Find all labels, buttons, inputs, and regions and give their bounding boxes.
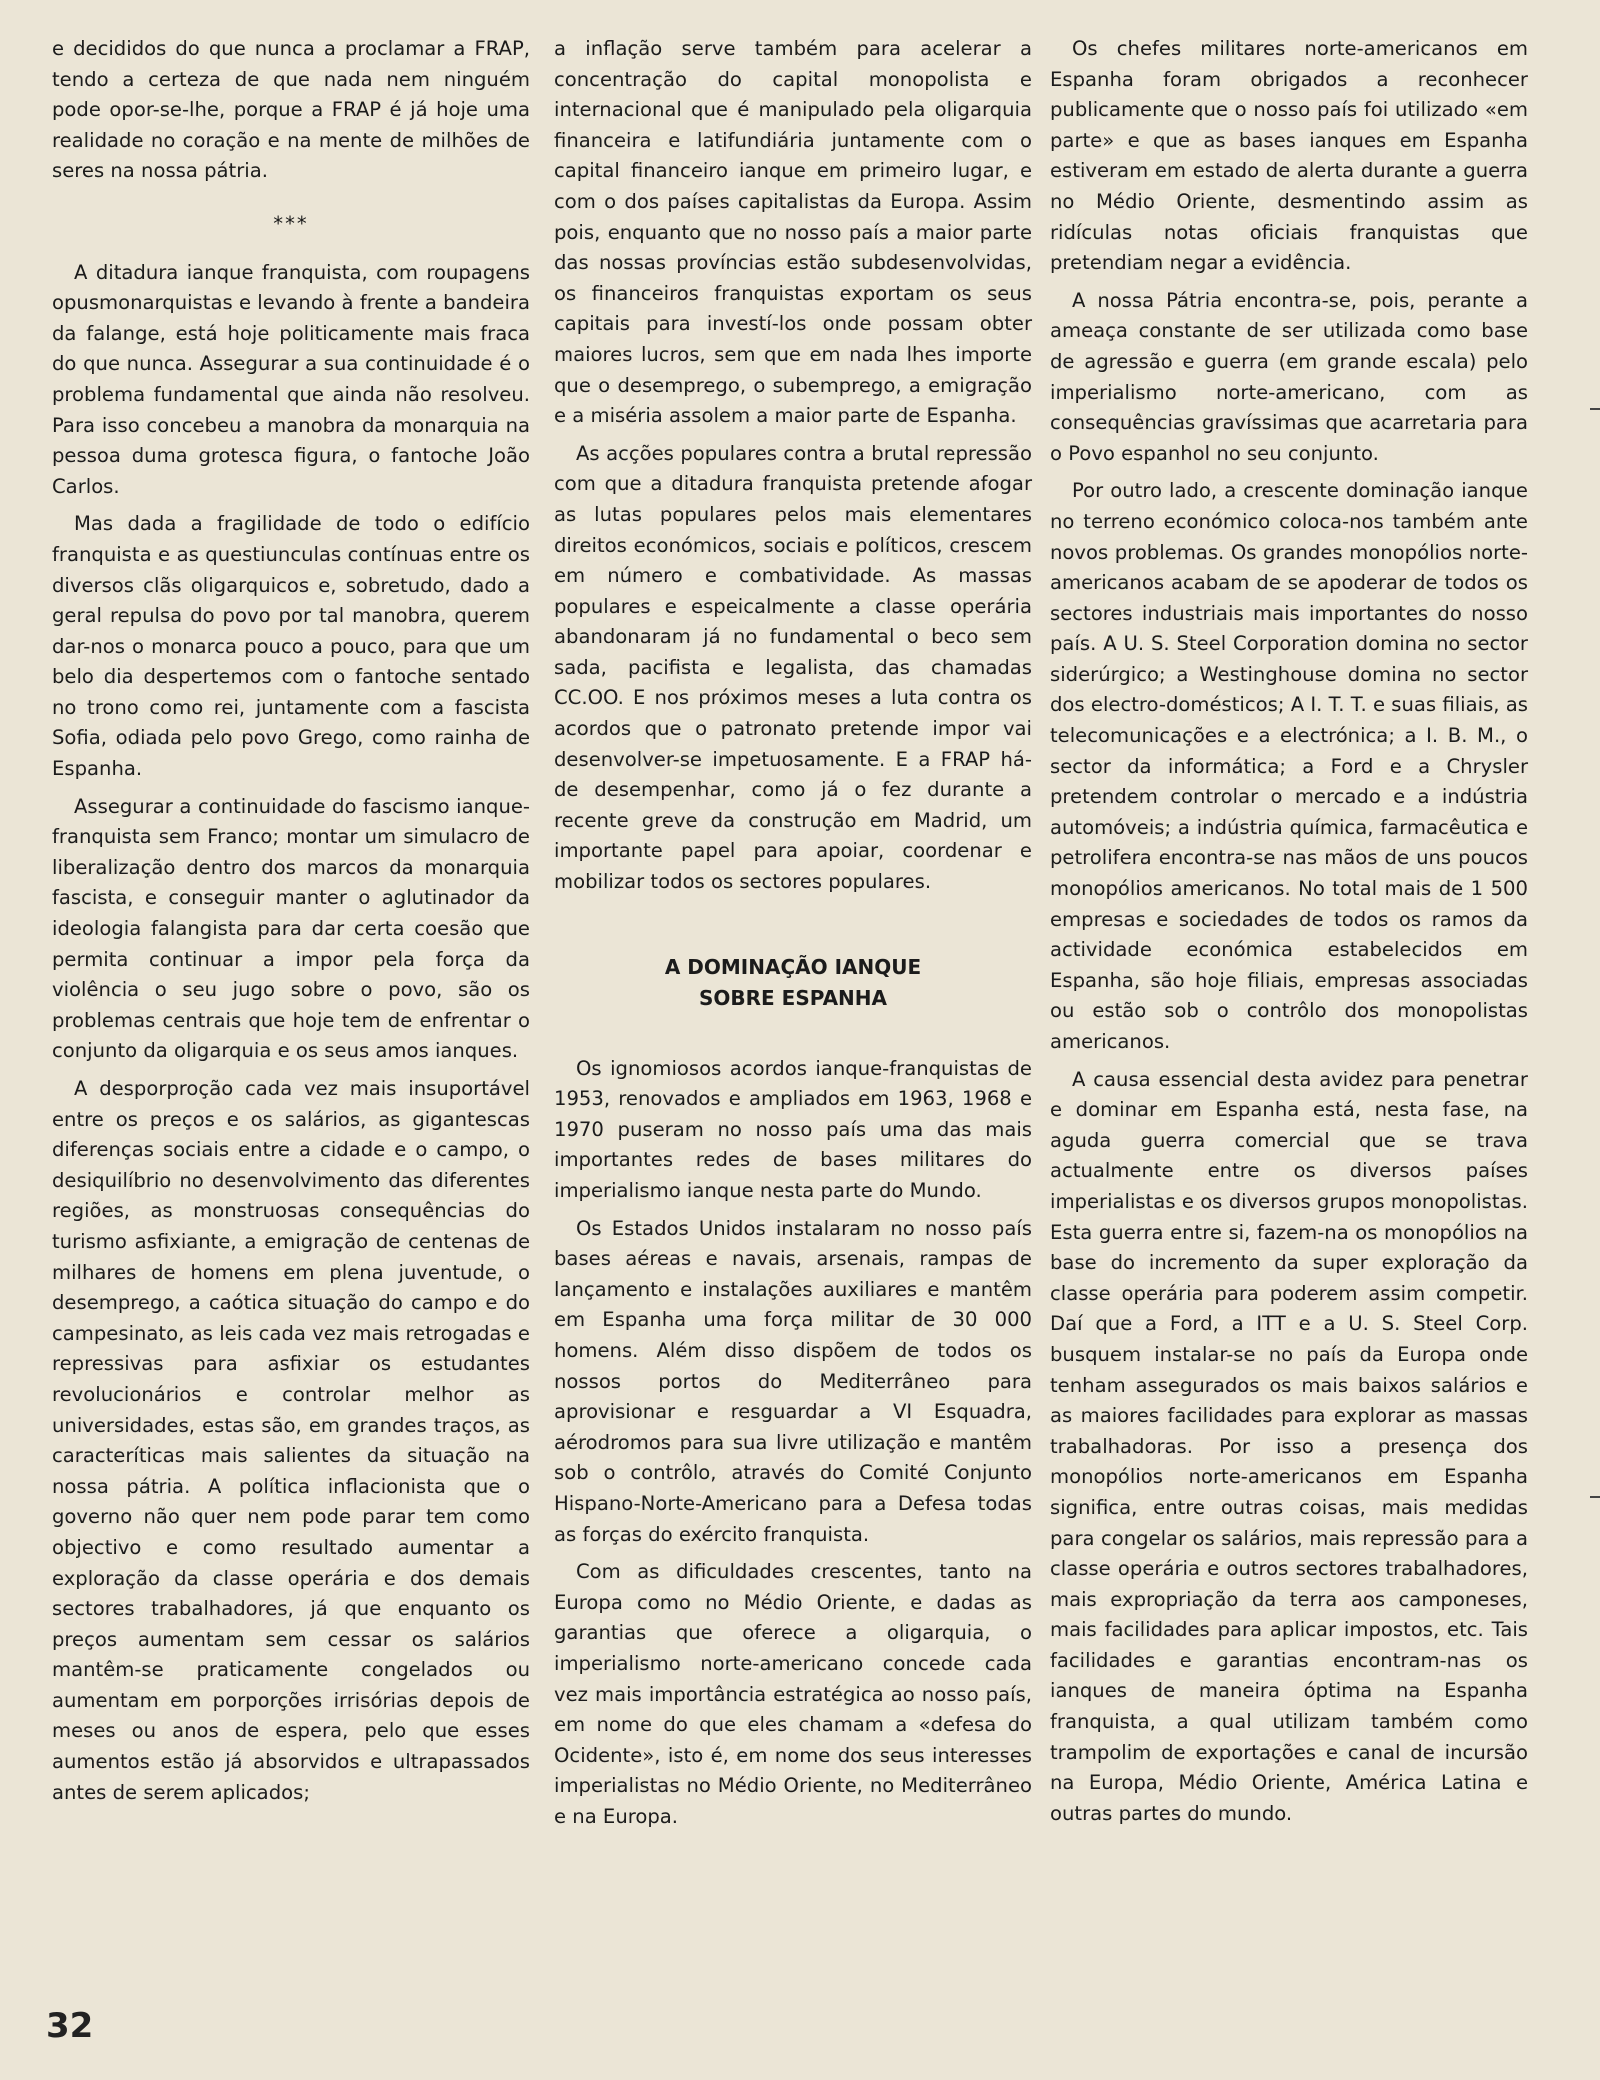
paragraph: Os ignomiosos acordos ianque-franquistas de 1953, renovados e ampliados em 1963, 1968 e 1970 puseram no nosso país uma das mais importantes redes de bases militares do imperialismo ianque nesta parte do Mundo. — [554, 1056, 1032, 1202]
section-heading — [554, 952, 1032, 1014]
section-separator: *** — [273, 211, 309, 235]
column-left — [52, 34, 530, 1808]
paragraph: As acções populares contra a brutal repressão com que a ditadura franquista pretende afogar as lutas populares pelos mais elementares direitos económicos, sociais e políticos, crescem em número e combatividade. As massas populares e espeicalmente a classe operária abandonaram já no fundamental o beco sem sada, pacifista e legalista, das chamadas CC.OO. E nos próximos meses a luta contra os acordos que o patronato pretende impor vai desenvolver-se impetuosamente. E a FRAP há-de desempenhar, como já o fez durante a recente greve da construção em Madrid, um importante papel para apoiar, coordenar e mobilizar todos os sectores populares. — [554, 441, 1032, 894]
paragraph: Com as dificuldades crescentes, tanto na Europa como no Médio Oriente, e dadas as garantias que oferece a oligarquia, o imperialismo norte-americano concede cada vez mais importância estratégica ao nosso país, em nome do que eles chamam a «defesa do Ocidente», isto é, em nome dos seus interesses imperialistas no Médio Oriente, no Mediterrâneo e na Europa. — [554, 1560, 1032, 1828]
paragraph: Os chefes militares norte-americanos em Espanha foram obrigados a reconhecer publicamente que o nosso país foi utilizado «em parte» e que as bases ianques em Espanha estiveram em estado de alerta durante a guerra no Médio Oriente, desmentindo assim as ridículas notas oficiais franquistas que pretendiam negar a evidência. — [1050, 37, 1528, 275]
paragraph: Mas dada a fragilidade de todo o edifício franquista e as questiunculas contínuas entre os diversos clãs oligarquicos e, sobretudo, dado a geral repulsa do povo por tal manobra, querem dar-nos o monarca pouco a pouco, para que um belo dia despertemos com o fantoche sentado no trono como rei, juntamente com a fascista Sofia, odiada pelo povo Grego, como rainha de Espanha. — [52, 512, 530, 781]
paragraph: a inflação serve também para acelerar a concentração do capital monopolista e internacional que é manipulado pela oligarquia financeira e latifundiária juntamente com o capital financeiro ianque em primeiro lugar, e com o dos países capitalistas da Europa. Assim pois, enquanto que no nosso país a maior parte das nossas províncias estão subdesenvolvidas, os financeiros franquistas exportam os seus capitais para investí-los onde possam obter maiores lucros, sem que em nada lhes importe que o desemprego, o subemprego, a emigração e a miséria assolem a maior parte de Espanha. — [554, 37, 1032, 428]
paragraph: Por outro lado, a crescente dominação ianque no terreno económico coloca-nos também ante novos problemas. Os grandes monopólios norte-americanos acabam de se apoderar de todos os sectores industriais mais importantes do nosso país. A U. S. Steel Corporation domina no sector siderúrgico; a Westinghouse domina no sector dos electro-domésticos; A I. T. T. e suas filiais, as telecomunicações e a electrónica; a I. B. M., o sector da informática; a Ford e a Chrysler pretendem controlar o mercado e a indústria automóveis; a indústria química, farmacêutica e petrolifera encontra-se nas mãos de uns poucos monopólios americanos. No total mais de 1 500 empresas e sociedades de todos os ramos da actividade económica estabelecidos em Espanha, são hoje filiais, empresas associadas ou estão sob o contrôlo dos monopolistas americanos. — [1050, 479, 1528, 1053]
paragraph: A ditadura ianque franquista, com roupagens opusmonarquistas e levando à frente a bandeira da falange, está hoje politicamente mais fraca do que nunca. Assegurar a sua continuidade é o problema fundamental que ainda não resolveu. Para isso concebeu a manobra da monarquia na pessoa duma grotesca figura, o fantoche João Carlos. — [52, 260, 530, 498]
edge-mark — [1590, 408, 1600, 410]
paragraph: Assegurar a continuidade do fascismo ianque-franquista sem Franco; montar um simulacro de liberalização dentro dos marcos da monarquia fascista, e conseguir manter o aglutinador da ideologia falangista para dar certa coesão que permita continuar a impor pela força da violência o seu jugo sobre o povo, são os problemas centrais que hoje tem de enfrentar o conjunto da oligarquia e os seus amos ianques. — [52, 794, 530, 1063]
page-number: 32 — [46, 2006, 94, 2046]
column-right — [1050, 34, 1528, 1829]
column-middle — [554, 34, 1032, 1832]
paragraph: A desporproção cada vez mais insuportável entre os preços e os salários, as gigantescas diferenças sociais entre a cidade e o campo, o desiquilíbrio no desenvolvimento das diferentes regiões, as monstruosas consequências do turismo asfixiante, a emigração de centenas de milhares de homens em plena juventude, o desemprego, a caótica situação do campo e do campesinato, as leis cada vez mais retrogadas e repressivas para asfixiar os estudantes revolucionários e controlar melhor as universidades, estas são, em grandes traços, as caracteríticas mais salientes da situação na nossa pátria. A política inflacionista que o governo não quer nem pode parar tem como objectivo e como resultado aumentar a exploração da classe operária e dos demais sectores trabalhadores, já que enquanto os preços aumentam sem cessar os salários mantêm-se praticamente congelados ou aumentam em porporções irrisórias depois de meses ou anos de espera, pelo que esses aumentos estão já absorvidos e ultrapassados antes de serem aplicados; — [52, 1077, 530, 1804]
edge-mark — [1590, 1496, 1600, 1498]
section-heading-line: A DOMINAÇÃO IANQUE — [664, 954, 922, 979]
section-heading-line: SOBRE ESPANHA — [699, 985, 887, 1010]
paragraph: e decididos do que nunca a proclamar a FRAP, tendo a certeza de que nada nem ninguém pode opor-se-lhe, porque a FRAP é já hoje uma realidade no coração e na mente de milhões de seres na nossa pátria. — [52, 37, 530, 183]
paragraph: A nossa Pátria encontra-se, pois, perante a ameaça constante de ser utilizada como base de agressão e guerra (em grande escala) pelo imperialismo norte-americano, com as consequências gravíssimas que acarretaria para o Povo espanhol no seu conjunto. — [1050, 288, 1528, 465]
paragraph: Os Estados Unidos instalaram no nosso país bases aéreas e navais, arsenais, rampas de lançamento e instalações auxiliares e mantêm em Espanha uma força militar de 30 000 homens. Além disso dispõem de todos os nossos portos do Mediterrâneo para aprovisionar e resguardar a VI Esquadra, aérodromos para sua livre utilização e mantêm sob o contrôlo, através do Comité Conjunto Hispano-Norte-Americano para a Defesa todas as forças do exército franquista. — [554, 1216, 1032, 1546]
paragraph: A causa essencial desta avidez para penetrar e dominar em Espanha está, nesta fase, na aguda guerra comercial que se trava actualmente entre os diversos países imperialistas e os diversos grupos monopolistas. Esta guerra entre si, fazem-na os monopólios na base do incremento da super exploração da classe operária para poderem assim competir. Daí que a Ford, a ITT e a U. S. Steel Corp. busquem instalar-se no país da Europa onde tenham assegurados os mais baixos salários e as maiores facilidades para explorar as massas trabalhadoras. Por isso a presença dos monopólios norte-americanos em Espanha significa, entre outras coisas, mais medidas para congelar os salários, mais repressão para a classe operária e outros sectores trabalhadores, mais expropriação da terra aos camponeses, mais facilidades para aplicar impostos, etc. Tais facilidades e garantias encontram-nas os ianques de maneira óptima na Espanha franquista, a qual utilizam também como trampolim de exportações e canal de incursão na Europa, Médio Oriente, América Latina e outras partes do mundo. — [1050, 1067, 1528, 1825]
